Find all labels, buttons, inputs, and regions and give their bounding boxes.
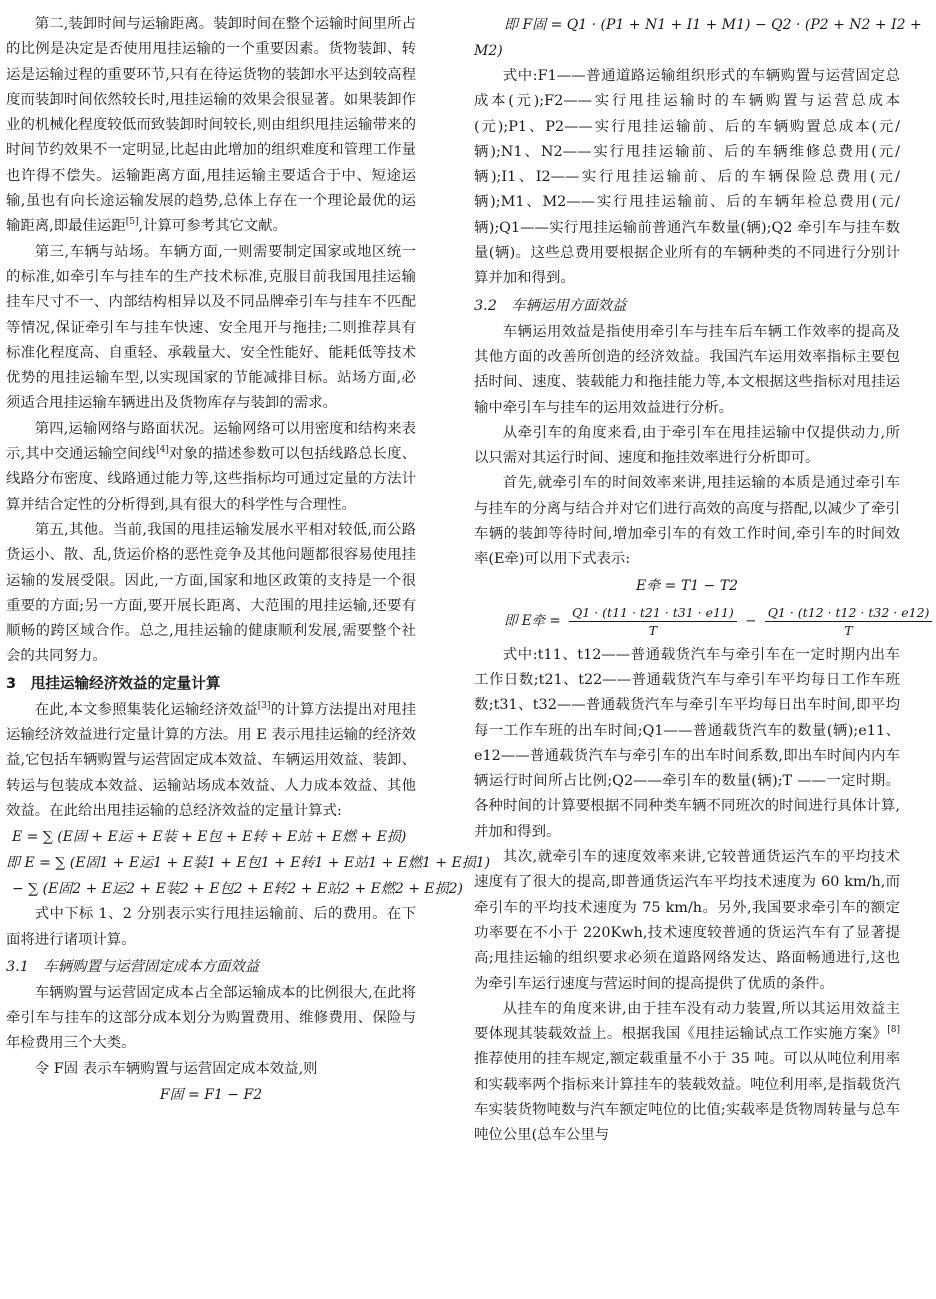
equation-total-benefit: E = ∑ (E固 + E运 + E装 + E包 + E转 + E站 + E燃 + E损) [12, 829, 407, 846]
fraction-before: $\frac{Q1 \cdot (t11 \cdot t21 \cdot t31 \cdot e11)}{T}$ [569, 604, 737, 639]
equation-f-fixed: F固 = F1 − F2 [159, 1086, 263, 1103]
equation-total-benefit-minus: − ∑ (E固2 + E运2 + E装2 + E包2 + E转2 + E站2 + E燃2 + E损2) [12, 881, 463, 898]
paragraph-other: 第五,其他。当前,我国的甩挂运输发展水平相对较低,而公路货运小、散、乱,货运价格的恶性竞争及其他问题都很容易使甩挂运输的发展受限。因此,一方面,国家和地区政策的支持是一个很重要的方面;另一方面,要开展长距离、大范围的甩挂运输,还要有顺畅的跨区域合作。总之,甩挂运输的健康顺利发展,需要整个社会的共同努力。 [6, 521, 416, 665]
section-heading-3-1: 3.1 车辆购置与运营固定成本方面效益 [6, 958, 260, 975]
section-heading-3: 3 甩挂运输经济效益的定量计算 [6, 674, 221, 692]
paragraph-variables-f: 式中:F1——普通道路运输组织形式的车辆购置与运营固定总成本(元);F2——实行甩挂运输时的车辆购置与运营总成本(元);P1、P2——实行甩挂运输前、后的车辆购置总成本(元/辆);N1、N2——实行甩挂运输前、后的车辆维修总费用(元/辆);I1、I2——实行甩挂运输前、后的车辆保险总费用(元/辆);M1、M2——实行甩挂运输前、后的车辆年检总费用(元/辆);Q1——实行甩挂运输前普通汽车数量(辆);Q2 牵引车与挂车数量(辆)。这些总费用要根据企业所有的车辆种类的不同进行分别计算并加和得到。 [474, 68, 900, 287]
paragraph-define-f: 令 F固 表示车辆购置与运营固定成本效益,则 [34, 1060, 318, 1077]
fraction-after: $\frac{Q1 \cdot (t12 \cdot t12 \cdot t32 \cdot e12)}{T}$ [765, 604, 933, 639]
citation-ref: [8] [887, 1025, 900, 1036]
paragraph-fixed-cost: 车辆购置与运营固定成本占全部运输成本的比例很大,在此将牵引车与挂车的这部分成本划分为购置费用、维修费用、保险与年检费用三个大类。 [6, 984, 416, 1052]
paragraph-speed-efficiency: 其次,就牵引车的速度效率来讲,它较普通货运汽车的平均技术速度有了很大的提高,即普通货运汽车平均技术速度为 60 km/h,而牵引车的平均技术速度为 75 km/h。另外,我国要求牵引车的额定功率要在不小于 220Kwh,技术速度较普通的货运汽车有了显著提高;甩挂运输的组织要求必须在道路网络发达、路面畅通进行,这也为牵引车运行速度与营运时间的提高提供了优质的条件。 [474, 849, 900, 992]
equation-f-expanded: 即 F固 = Q1 · (P1 + N1 + I1 + M1) − Q2 · (P2 + N2 + I2 + [504, 17, 922, 33]
citation-ref: [5] [125, 217, 139, 228]
paragraph-method: 在此,本文参照集装化运输经济效益[3]的计算方法提出对甩挂运输经济效益进行定量计算的方法。用 E 表示甩挂运输的经济效益,它包括车辆购置与运营固定成本效益、车辆运用效益、装卸、转运与包装成本效益、运输站场成本效益、人力成本效益、其他效益。在此给出甩挂运输的总经济效益的定量计算式: [6, 700, 416, 819]
citation-ref: [3] [257, 700, 271, 711]
right-column [474, 12, 930, 1149]
equation-e-tractor: E牵 = T1 − T2 [636, 577, 738, 594]
citation-ref: [4] [156, 445, 169, 456]
paragraph-trailer-view: 从挂车的角度来讲,由于挂车没有动力装置,所以其运用效益主要体现其装载效益上。根据我国《甩挂运输试点工作实施方案》[8]推荐使用的挂车规定,额定载重量不小于 35 吨。可以从吨位利用率和实载率两个指标来计算挂车的装载效益。吨位利用率,是指载货汽车实装货物吨数与汽车额定吨位的比值;实载率是货物周转量与总车吨位公里(总车公里与 [474, 1000, 900, 1144]
paragraph-vehicle-use: 车辆运用效益是指使用牵引车与挂车后车辆工作效率的提高及其他方面的改善所创造的经济效益。我国汽车运用效率指标主要包括时间、速度、装载能力和拖挂能力等,本文根据这些指标对甩挂运输中牵引车与挂车的运用效益进行分析。 [474, 323, 900, 416]
paragraph-loading-time: 第二,装卸时间与运输距离。装卸时间在整个运输时间里所占的比例是决定是否使用甩挂运输的一个重要因素。货物装卸、转运是运输过程的重要环节,只有在待运货物的装卸水平达到较高程度而装卸时间依然较长时,甩挂运输的效果会很显著。如果装卸作业的机械化程度较低而致装卸时间较长,则由组织甩挂运输带来的时间节约效果不一定明显,比起由此增加的组织难度和管理工作量也许得不偿失。运输距离方面,甩挂运输主要适合于中、短途运输,虽也有向长途运输发展的趋势,总体上存在一个理论最优的运输距离,即最佳运距[5],计算可参考其它文献。 [6, 16, 416, 235]
paragraph-subscript-note: 式中下标 1、2 分别表示实行甩挂运输前、后的费用。在下面将进行诸项计算。 [6, 906, 416, 948]
paragraph-time-efficiency: 首先,就牵引车的时间效率来讲,甩挂运输的本质是通过牵引车与挂车的分离与结合并对它们进行高效的高度与搭配,以减少了牵引车辆的装卸等待时间,增加牵引车的有效工作时间,牵引车的时间效率(E牵)可以用下式表示: [474, 475, 900, 568]
paragraph-variables-t: 式中:t11、t12——普通载货汽车与牵引车在一定时期内出车工作日数;t21、t22——普通载货汽车与牵引车平均每日工作车班数;t31、t32——普通载货汽车与牵引车平均每日出车时间,即平均每一工作车班的出车时间;Q1——普通载货汽车的数量(辆);e11、e12——普通载货汽车与牵引车的出车时间系数,即出车时间内内车辆运行时间所占比例;Q2——牵引车的数量(辆);T ——一定时期。各种时间的计算要根据不同种类车辆不同班次的时间进行具体计算,并加和得到。 [474, 646, 900, 840]
paragraph-network: 第四,运输网络与路面状况。运输网络可以用密度和结构来表示,其中交通运输空间线[4]对象的描述参数可以包括线路总长度、线路分布密度、线路通过能力等,这些指标均可通过定量的方法计算并结合定性的分析得到,具有很大的科学性与合理性。 [6, 420, 416, 513]
equation-f-expanded-cont: M2) [474, 43, 503, 59]
paragraph-vehicles-stations: 第三,车辆与站场。车辆方面,一则需要制定国家或地区统一的标准,如牵引车与挂车的生产技术标准,克服目前我国甩挂运输挂车尺寸不一、内部结构相异以及不同品牌牵引车与挂车不匹配等情况,保证牵引车与挂车快速、安全甩开与拖挂;二则推荐具有标准化程度高、自重轻、承载量大、安全性能好、能耗低等技术优势的甩挂运输车型,以实现国家的节能减排目标。站场方面,必须适合甩挂运输车辆进出及货物库存与装卸的需求。 [6, 243, 416, 412]
section-heading-3-2: 3.2 车辆运用方面效益 [474, 297, 627, 314]
equation-total-benefit-expanded: 即 E = ∑ (E固1 + E运1 + E装1 + E包1 + E转1 + E站1 + E燃1 + E损1) [6, 855, 491, 872]
equation-e-tractor-expanded: 即 E牵 = $\frac{Q1 \cdot (t11 \cdot t21 \cdot t31 \cdot e11)}{T}$ − $\frac{Q1 \cdot (t12 \cdot t12 \cdot t32 \cdot e12)}{T}$ [474, 599, 900, 643]
paragraph-tractor-view: 从牵引车的角度来看,由于牵引车在甩挂运输中仅提供动力,所以只需对其运行时间、速度和拖挂效率进行分析即可。 [474, 424, 900, 467]
